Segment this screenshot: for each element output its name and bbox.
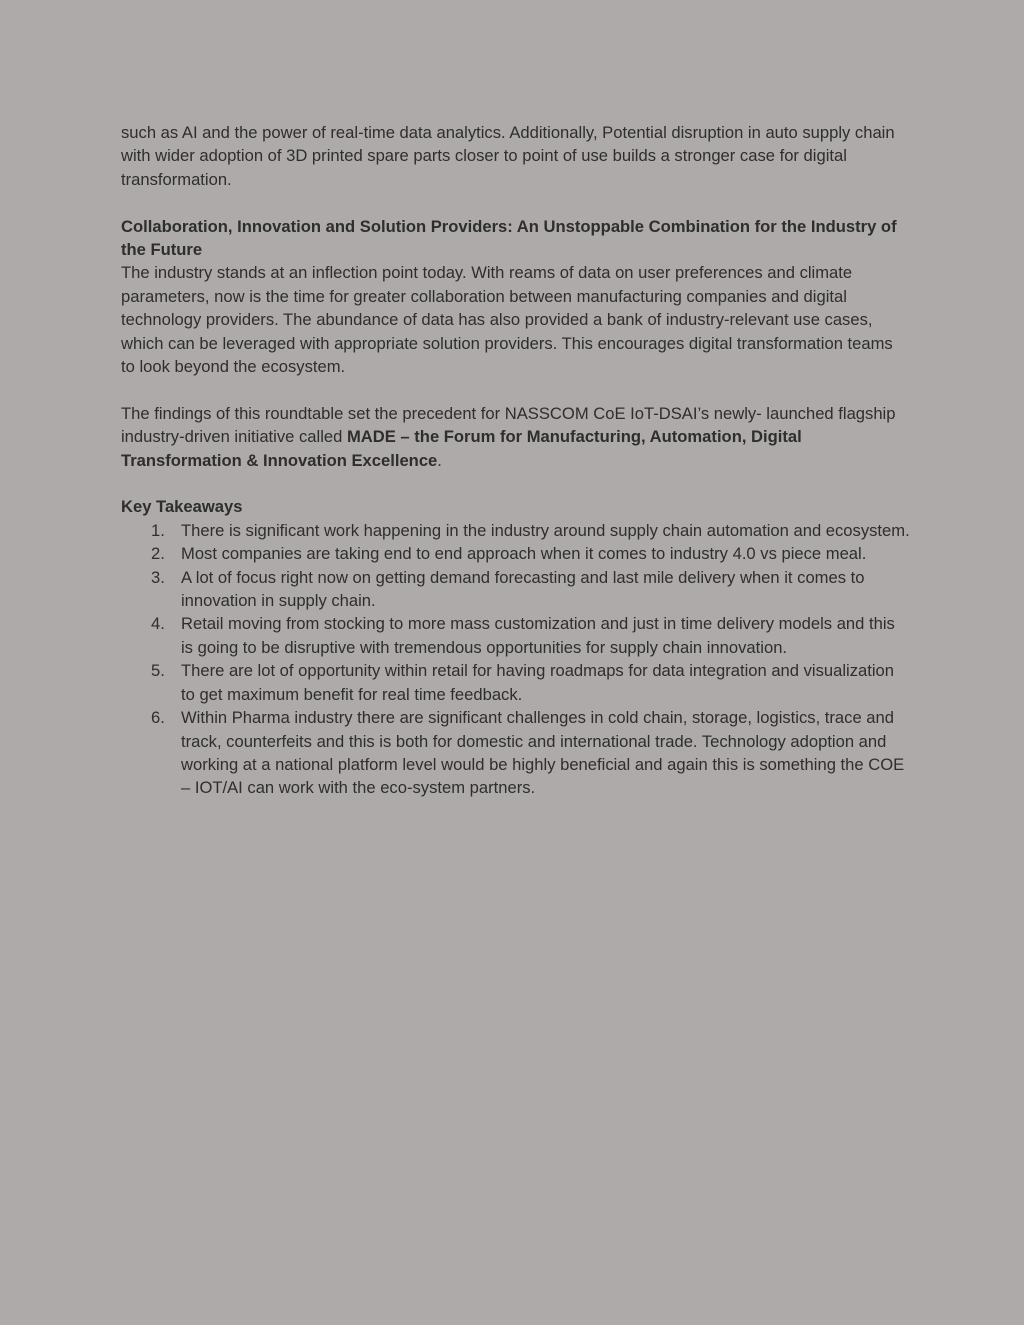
list-item <box>121 612 911 659</box>
list-item-text: Retail moving from stocking to more mass customization and just in time delivery models and this is going to be disruptive with tremendous opportunities for supply chain innovation. <box>181 614 895 657</box>
list-number: 6. <box>151 708 165 728</box>
findings-paragraph <box>121 402 911 472</box>
list-item-text: A lot of focus right now on getting demand forecasting and last mile delivery when it comes to innovation in supply chain. <box>181 567 865 611</box>
findings-text: The findings of this roundtable set the precedent for NASSCOM CoE IoT-DSAI’s newly- launched flagship industry-driven initiative called <box>121 403 896 447</box>
list-item-text: Within Pharma industry there are significant challenges in cold chain, storage, logistics, trace and track, counterfeits and this is both for domestic and international trade. Technology adoption and working at a national platform level would be highly beneficial and again this is something the COE – IOT/AI can work with the eco-system partners. <box>181 708 905 798</box>
key-takeaways-heading: Key Takeaways <box>121 497 243 517</box>
document-body <box>121 121 911 800</box>
intro-paragraph: such as AI and the power of real-time data analytics. Additionally, Potential disruption in auto supply chain with wider adoption of 3D printed spare parts closer to point of use builds a stronger case for digital transformation. <box>121 123 895 189</box>
list-item-text: There is significant work happening in the industry around supply chain automation and ecosystem. <box>181 520 910 540</box>
list-item-text: There are lot of opportunity within retail for having roadmaps for data integration and visualization to get maximum benefit for real time feedback. <box>181 661 895 704</box>
list-number: 1. <box>151 520 165 540</box>
findings-period: . <box>437 450 442 470</box>
list-number: 5. <box>151 661 165 681</box>
key-takeaways-list <box>121 519 911 800</box>
paragraph-spacer <box>121 472 911 495</box>
collaboration-paragraph: The industry stands at an inflection point today. With reams of data on user preferences and climate parameters, now is the time for greater collaboration between manufacturing companies and digital technology providers. The abundance of data has also provided a bank of industry-relevant use cases, which can be leveraged with appropriate solution providers. This encourages digital transformation teams to look beyond the ecosystem. <box>121 263 893 377</box>
list-item <box>121 542 911 565</box>
list-number: 4. <box>151 614 165 634</box>
paragraph-spacer <box>121 191 911 214</box>
list-item <box>121 519 911 542</box>
list-item-text: Most companies are taking end to end approach when it comes to industry 4.0 vs piece meal. <box>181 544 867 564</box>
paragraph-spacer <box>121 378 911 401</box>
list-number: 2. <box>151 544 165 564</box>
list-item <box>121 566 911 613</box>
list-number: 3. <box>151 567 165 587</box>
collaboration-heading: Collaboration, Innovation and Solution Providers: An Unstoppable Combination for the Industry of the Future <box>121 216 897 260</box>
list-item <box>121 706 911 800</box>
list-item <box>121 659 911 706</box>
made-forum-name: MADE – the Forum for Manufacturing, Automation, Digital Transformation & Innovation Excellence <box>121 427 802 470</box>
